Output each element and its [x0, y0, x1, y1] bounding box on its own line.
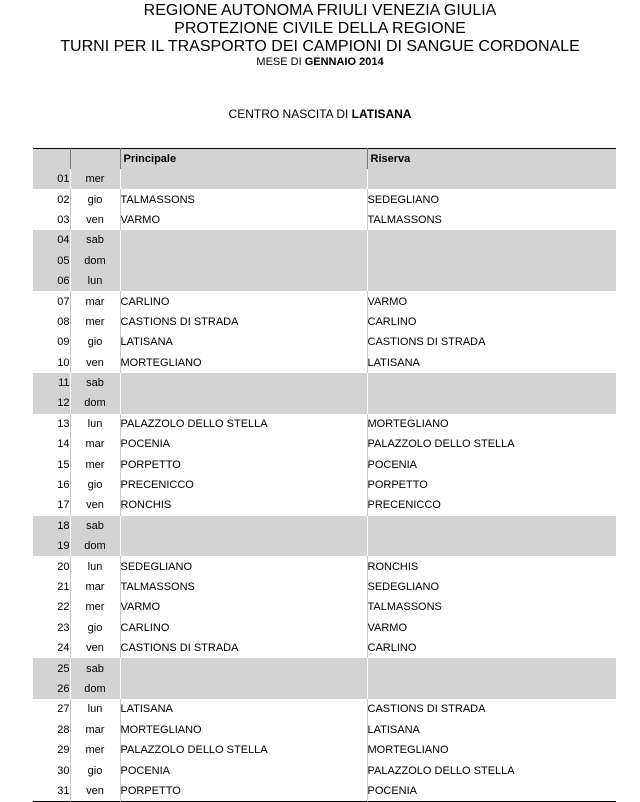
principale-cell: MORTEGLIANO: [120, 720, 367, 740]
riserva-cell: [367, 679, 616, 699]
day-number-cell: 12: [57, 397, 70, 410]
riserva-cell: CASTIONS DI STRADA: [367, 699, 616, 719]
riserva-cell: CARLINO: [367, 638, 616, 658]
day-number-cell: 30: [57, 764, 70, 777]
column-header-riserva: Riserva: [367, 149, 616, 170]
table-row: [33, 679, 616, 699]
weekday-cell: gio: [70, 189, 120, 209]
day-number-cell: 28: [57, 723, 70, 736]
principale-cell: PALAZZOLO DELLO STELLA: [120, 414, 367, 434]
weekday-cell: sab: [70, 516, 120, 536]
riserva-cell: [367, 658, 616, 678]
principale-cell: VARMO: [120, 210, 367, 230]
riserva-cell: [367, 373, 616, 393]
month-prefix: MESE DI: [256, 56, 302, 68]
weekday-cell: ven: [70, 638, 120, 658]
center-prefix: CENTRO NASCITA DI: [228, 107, 349, 121]
principale-cell: VARMO: [120, 597, 367, 617]
table-row: [33, 699, 616, 719]
weekday-cell: ven: [70, 495, 120, 515]
principale-cell: [120, 536, 367, 556]
weekday-cell: sab: [70, 658, 120, 678]
principale-cell: CASTIONS DI STRADA: [120, 312, 367, 332]
table-row: [33, 597, 616, 617]
header-protezione-civile: PROTEZIONE CIVILE DELLA REGIONE: [174, 20, 466, 37]
day-number-cell: 31: [57, 784, 70, 797]
principale-cell: CARLINO: [120, 618, 367, 638]
table-row: [33, 638, 616, 658]
month-value: GENNAIO 2014: [304, 56, 384, 68]
column-header-principale: Principale: [120, 149, 367, 170]
table-row: [33, 760, 616, 780]
weekday-cell: lun: [70, 699, 120, 719]
table-row: [33, 271, 616, 291]
principale-cell: RONCHIS: [120, 495, 367, 515]
weekday-cell: lun: [70, 414, 120, 434]
riserva-cell: [367, 169, 616, 189]
riserva-cell: POCENIA: [367, 454, 616, 474]
principale-cell: MORTEGLIANO: [120, 353, 367, 373]
principale-cell: [120, 658, 367, 678]
riserva-cell: CARLINO: [367, 312, 616, 332]
riserva-cell: SEDEGLIANO: [367, 189, 616, 209]
principale-cell: POCENIA: [120, 760, 367, 780]
table-row: [33, 556, 616, 576]
riserva-cell: RONCHIS: [367, 556, 616, 576]
principale-cell: PRECENICCO: [120, 475, 367, 495]
table-row: [33, 536, 616, 556]
weekday-cell: mar: [70, 577, 120, 597]
riserva-cell: [367, 271, 616, 291]
day-number-cell: 04: [57, 234, 70, 247]
weekday-cell: gio: [70, 332, 120, 352]
table-row: [33, 495, 616, 515]
riserva-cell: TALMASSONS: [367, 210, 616, 230]
table-row: [33, 393, 616, 413]
weekday-cell: mer: [70, 740, 120, 760]
riserva-cell: PRECENICCO: [367, 495, 616, 515]
day-number-cell: 25: [57, 662, 70, 675]
riserva-cell: MORTEGLIANO: [367, 414, 616, 434]
table-row: [33, 230, 616, 250]
riserva-cell: PORPETTO: [367, 475, 616, 495]
table-row: [33, 658, 616, 678]
table-row: [33, 189, 616, 209]
riserva-cell: [367, 536, 616, 556]
table-row: [33, 332, 616, 352]
table-row: [33, 169, 616, 189]
table-row: [33, 781, 616, 802]
weekday-cell: dom: [70, 251, 120, 271]
day-number-cell: 23: [57, 621, 70, 634]
weekday-cell: sab: [70, 230, 120, 250]
column-header-day-number: [33, 149, 70, 170]
day-number-cell: 26: [57, 682, 70, 695]
table-row: [33, 740, 616, 760]
principale-cell: SEDEGLIANO: [120, 556, 367, 576]
table-row: [33, 414, 616, 434]
day-number-cell: 21: [57, 581, 70, 593]
day-number-cell: 07: [57, 295, 70, 308]
riserva-cell: POCENIA: [367, 781, 616, 802]
weekday-cell: gio: [70, 760, 120, 780]
day-number-cell: 01: [57, 173, 70, 186]
riserva-cell: VARMO: [367, 618, 616, 638]
weekday-cell: mer: [70, 312, 120, 332]
table-row: [33, 312, 616, 332]
day-number-cell: 18: [57, 519, 70, 532]
principale-cell: TALMASSONS: [120, 577, 367, 597]
day-number-cell: 15: [57, 458, 70, 471]
day-number-cell: 06: [57, 275, 70, 288]
table-row: [33, 434, 616, 454]
weekday-cell: gio: [70, 618, 120, 638]
weekday-cell: sab: [70, 373, 120, 393]
principale-cell: PORPETTO: [120, 454, 367, 474]
header-title: TURNI PER IL TRASPORTO DEI CAMPIONI DI SANGUE CORDONALE: [60, 38, 580, 55]
riserva-cell: [367, 251, 616, 271]
principale-cell: [120, 373, 367, 393]
riserva-cell: CASTIONS DI STRADA: [367, 332, 616, 352]
birth-center-title: [0, 107, 640, 121]
riserva-cell: VARMO: [367, 291, 616, 311]
day-number-cell: 13: [57, 417, 70, 430]
weekday-cell: mar: [70, 720, 120, 740]
weekday-cell: ven: [70, 781, 120, 802]
day-number-cell: 22: [57, 601, 70, 614]
principale-cell: TALMASSONS: [120, 189, 367, 209]
riserva-cell: [367, 393, 616, 413]
principale-cell: PORPETTO: [120, 781, 367, 802]
weekday-cell: lun: [70, 556, 120, 576]
weekday-cell: mer: [70, 454, 120, 474]
weekday-cell: dom: [70, 536, 120, 556]
principale-cell: CASTIONS DI STRADA: [120, 638, 367, 658]
table-row: [33, 454, 616, 474]
principale-cell: [120, 393, 367, 413]
principale-cell: [120, 516, 367, 536]
riserva-cell: MORTEGLIANO: [367, 740, 616, 760]
column-header-weekday: [70, 149, 120, 170]
day-number-cell: 08: [57, 315, 70, 328]
principale-cell: LATISANA: [120, 699, 367, 719]
riserva-cell: PALAZZOLO DELLO STELLA: [367, 434, 616, 454]
table-row: [33, 210, 616, 230]
principale-cell: POCENIA: [120, 434, 367, 454]
day-number-cell: 24: [57, 642, 70, 655]
day-number-cell: 09: [57, 336, 70, 349]
table-row: [33, 475, 616, 495]
weekday-cell: mer: [70, 169, 120, 189]
table-row: [33, 353, 616, 373]
principale-cell: CARLINO: [120, 291, 367, 311]
table-row: [33, 291, 616, 311]
riserva-cell: [367, 516, 616, 536]
day-number-cell: 05: [57, 254, 70, 267]
principale-cell: PALAZZOLO DELLO STELLA: [120, 740, 367, 760]
table-row: [33, 577, 616, 597]
weekday-cell: ven: [70, 353, 120, 373]
riserva-cell: SEDEGLIANO: [367, 577, 616, 597]
weekday-cell: ven: [70, 210, 120, 230]
day-number-cell: 17: [57, 499, 70, 512]
weekday-cell: mer: [70, 597, 120, 617]
riserva-cell: LATISANA: [367, 720, 616, 740]
day-number-cell: 29: [57, 744, 70, 757]
day-number-cell: 27: [57, 703, 70, 716]
header-month: [0, 55, 640, 69]
table-row: [33, 618, 616, 638]
day-number-cell: 11: [58, 377, 70, 390]
day-number-cell: 19: [57, 540, 70, 553]
principale-cell: [120, 251, 367, 271]
center-name: LATISANA: [351, 107, 412, 121]
weekday-cell: mar: [70, 434, 120, 454]
principale-cell: [120, 271, 367, 291]
table-row: [33, 516, 616, 536]
weekday-cell: dom: [70, 393, 120, 413]
shift-table: [33, 148, 616, 802]
table-row: [33, 373, 616, 393]
table-header-row: [33, 149, 616, 170]
table-row: [33, 720, 616, 740]
day-number-cell: 14: [57, 438, 70, 451]
day-number-cell: 20: [57, 560, 70, 573]
header-region: REGIONE AUTONOMA FRIULI VENEZIA GIULIA: [143, 2, 497, 19]
table-row: [33, 251, 616, 271]
weekday-cell: mar: [70, 291, 120, 311]
principale-cell: LATISANA: [120, 332, 367, 352]
principale-cell: [120, 230, 367, 250]
day-number-cell: 02: [57, 193, 70, 206]
riserva-cell: LATISANA: [367, 353, 616, 373]
riserva-cell: PALAZZOLO DELLO STELLA: [367, 760, 616, 780]
day-number-cell: 10: [57, 356, 70, 369]
weekday-cell: dom: [70, 679, 120, 699]
riserva-cell: [367, 230, 616, 250]
weekday-cell: gio: [70, 475, 120, 495]
day-number-cell: 03: [57, 213, 70, 226]
day-number-cell: 16: [57, 479, 70, 492]
principale-cell: [120, 679, 367, 699]
weekday-cell: lun: [70, 271, 120, 291]
riserva-cell: TALMASSONS: [367, 597, 616, 617]
principale-cell: [120, 169, 367, 189]
